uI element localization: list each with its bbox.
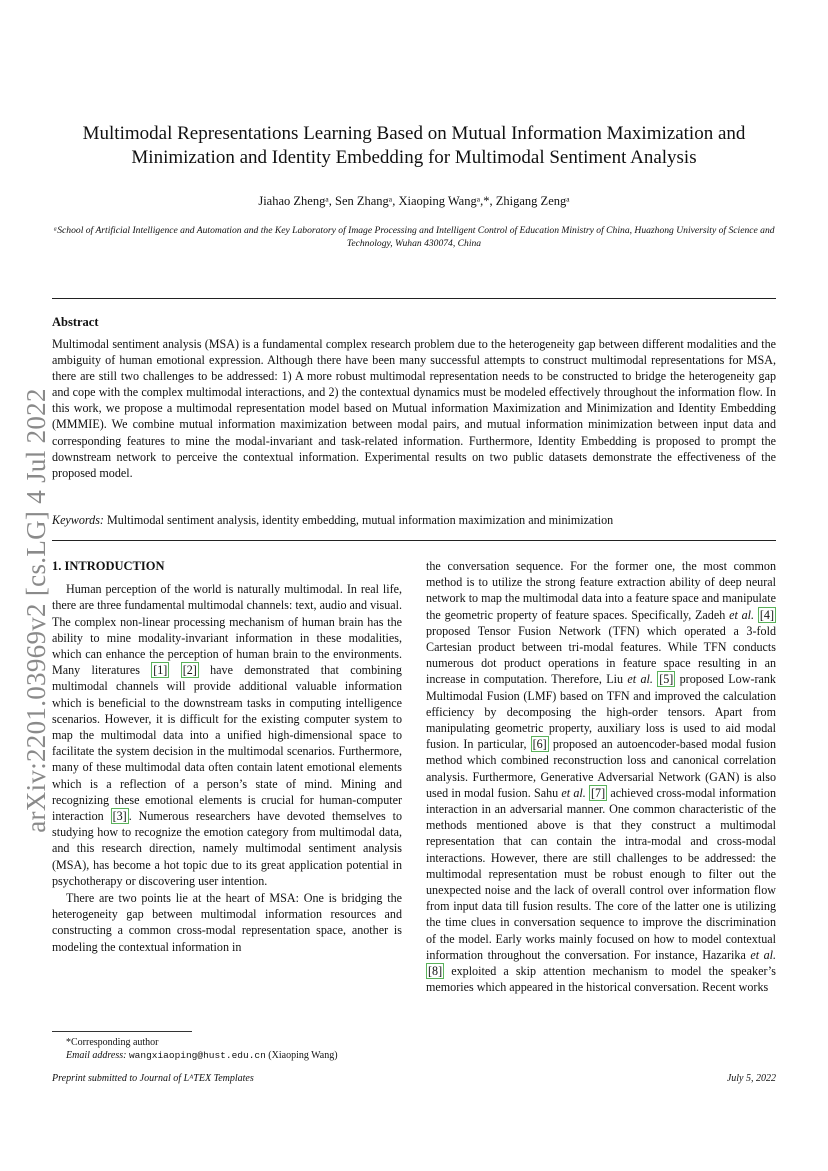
right-column bbox=[426, 558, 776, 995]
et-al-text: et al. bbox=[627, 672, 653, 687]
author-list: Jiahao Zhengᵃ, Sen Zhangᵃ, Xiaoping Wangᵃ,*, Zhigang Zengᵃ bbox=[258, 194, 570, 208]
citation-link[interactable]: [2] bbox=[182, 663, 197, 678]
email-label: Email address: bbox=[66, 1050, 127, 1061]
keywords-label: Keywords: bbox=[52, 513, 104, 527]
footer-date: July 5, 2022 bbox=[726, 1073, 776, 1084]
keywords-line bbox=[52, 513, 776, 528]
et-al-text: et al. bbox=[750, 947, 776, 962]
text-run: proposed Tensor Fusion Network (TFN) which operated a 3-fold Cartesian product between tri-modal features. While TFN conducts numerous dot product operations in feature space resulting in an increase in computation. Therefore, Liu bbox=[426, 623, 776, 687]
citation-link[interactable]: [1] bbox=[153, 663, 168, 678]
email-address[interactable]: wangxiaoping@hust.edu.cn bbox=[128, 1050, 266, 1061]
text-run: have demonstrated that combining multimodal channels will provide additional valuable information which is beneficial to the downstream tasks in computing intelligence scenarios. However, it is difficult for the existing computer system to map the multimodal data into a unified high-dimensional space to facilitate the system decision in the multimodal scenarios. Furthermore, many of these multimodal data often contain latent emotional elements which is a reflection of a person’s state of mind. Mining and recognizing these emotional elements is crucial for human-computer interaction bbox=[52, 663, 402, 824]
intro-paragraph-1 bbox=[52, 581, 402, 889]
text-run: proposed Low-rank Multimodal Fusion (LMF) based on TFN and improved the calculation efficiency by decomposing the high-order tensors. Apart from manipulating geometric property, auxiliary loss is used to aid modal fusion. In particular, bbox=[426, 672, 776, 752]
text-run: achieved cross-modal information interaction in an adversarial manner. One common characteristic of the methods mentioned above is that they construct a multimodal representation that can contain the intra-modal and cross-modal interactions. However, there are still challenges to be addressed: the multimodal representation must be robust enough to filter out the unexpected noise and the lack of overall control over information flow from input data till fusion results. The core of the latter one is utilizing the time clues in conversation sequence to improve the discrimination of the model. Early works mainly focused on how to model contextual information throughout the conversation. For instance, Hazarika bbox=[426, 785, 776, 962]
footer-journal: Preprint submitted to Journal of LᴬTEX Templates bbox=[52, 1073, 254, 1084]
text-run: the conversation sequence. For the former one, the most common method is to utilize the strong feature extraction ability of deep neural network to map the multimodal data into a feature space and manipulate the geometric property of feature spaces. Specifically, Zadeh bbox=[426, 559, 776, 622]
text-run: proposed an autoencoder-based modal fusion method which combined reconstruction loss and canonical correlation analysis. Furthermore, Generative Adversarial Network (GAN) is also used in modal fusion. Sahu bbox=[426, 737, 777, 800]
abstract-text: Multimodal sentiment analysis (MSA) is a fundamental complex research problem due to the heterogeneity gap between different modalities and the ambiguity of human emotional expression. Although there have been many successful attempts to construct multimodal representations for MSA, there are still two challenges to be addressed: 1) A more robust multimodal representation needs to be constructed to bridge the heterogeneity gap and cope with the complex multimodal interactions, and 2) the contextual dynamics must be modeled effectively throughout the information flow. In this work, we propose a multimodal representation model based on Mutual information Maximization and Minimization and Identity Embedding (MMMIE). We combine mutual information maximization between modal pairs, and mutual information minimization between input data and corresponding features to mine the modal-invariant and task-related information. Furthermore, Identity Embedding is proposed to prompt the downstream network to perceive the contextual information. Experimental results on two public datasets demonstrate the effectiveness of the proposed model. bbox=[52, 337, 776, 480]
abstract-top-rule bbox=[52, 298, 776, 299]
left-column bbox=[52, 558, 402, 955]
intro-paragraph-continued bbox=[426, 558, 776, 995]
citation-link[interactable]: [4] bbox=[759, 607, 774, 622]
et-al-text: et al. bbox=[729, 607, 755, 622]
affiliation: ᵃSchool of Artificial Intelligence and Automation and the Key Laboratory of Image Processing and Intelligent Control of Education Ministry of China, Huazhong University of Science and Technology, Wuhan 430074, China bbox=[53, 225, 775, 249]
text-run: . Numerous researchers have devoted themselves to studying how to recognize the emotion category from multimodal data, and this research direction, namely multimodal sentiment analysis (MSA), has become a hot topic due to its great application potential in psychotherapy or discovering user intention. bbox=[52, 809, 402, 888]
citation-link[interactable]: [3] bbox=[112, 809, 127, 824]
corresponding-author-note: *Corresponding author bbox=[66, 1037, 159, 1048]
footnote-rule bbox=[52, 1031, 192, 1032]
citation-link[interactable]: [8] bbox=[428, 964, 443, 979]
section-heading-introduction: 1. INTRODUCTION bbox=[52, 559, 165, 573]
abstract-heading: Abstract bbox=[52, 315, 99, 329]
et-al-text: et al. bbox=[561, 785, 586, 800]
footnote bbox=[52, 1036, 402, 1062]
keywords-text: Multimodal sentiment analysis, identity embedding, mutual information maximization and minimization bbox=[107, 513, 614, 527]
paper-title: Multimodal Representations Learning Based on Mutual Information Maximization and Minimization and Identity Embedding for Multimodal Sentiment Analysis bbox=[82, 123, 746, 168]
text-run: exploited a skip attention mechanism to model the speaker’s memories which appeared in the historical conversation. Recent works bbox=[426, 964, 776, 995]
citation-link[interactable]: [6] bbox=[532, 737, 547, 752]
arxiv-id-text: arXiv:2201.03969v2 [cs.LG] 4 Jul 2022 bbox=[20, 387, 51, 833]
citation-link[interactable]: [7] bbox=[591, 785, 606, 800]
email-note bbox=[52, 1049, 402, 1062]
citation-link[interactable]: [5] bbox=[659, 672, 674, 687]
intro-paragraph-2: There are two points lie at the heart of MSA: One is bridging the heterogeneity gap between multimodal information resources and constructing a common cross-modal representation space, another is modeling the contextual information in bbox=[52, 891, 402, 954]
email-name: (Xiaoping Wang) bbox=[265, 1050, 338, 1061]
text-run: Human perception of the world is naturally multimodal. In real life, there are three fundamental multimodal channels: text, audio and visual. The complex non-linear processing mechanism of human brain has the ability to mine modality-invariant information in these modalities, which can enhance the perception of human brain to the environments. Many literatures bbox=[52, 582, 402, 678]
abstract-bottom-rule bbox=[52, 540, 776, 541]
